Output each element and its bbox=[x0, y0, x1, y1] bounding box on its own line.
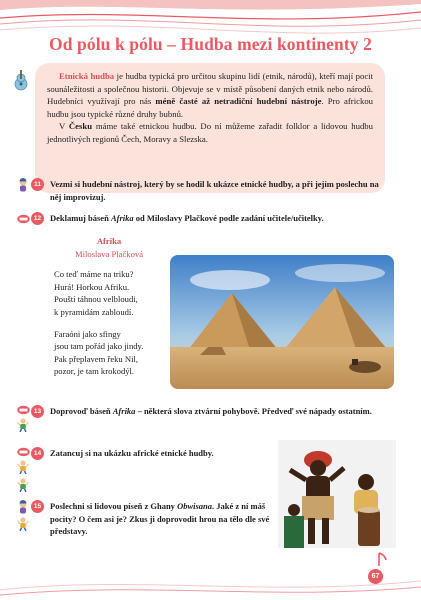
poem-title-ref: Afrika bbox=[110, 213, 134, 223]
song-title-ref: Obwisana bbox=[177, 501, 213, 511]
listening-child-icon bbox=[17, 178, 29, 192]
info-text-end: . Pro africkou hudbu jsou typické různé druhy bubnů. bbox=[47, 96, 374, 119]
mouth-icon bbox=[17, 447, 30, 457]
task-number-badge: 14 bbox=[31, 447, 44, 460]
task-number-badge: 11 bbox=[31, 178, 44, 191]
poem-line: k pyramidám zabloudí. bbox=[54, 306, 134, 317]
task-12-text bbox=[50, 212, 390, 225]
task-text: od Miloslavy Plačkové podle zadání učitele/učitelky. bbox=[133, 213, 324, 223]
pyramids-photo bbox=[170, 255, 394, 389]
listening-child-icon bbox=[17, 500, 29, 514]
task-text: . Jaké z ní máš pocity? O čem asi je? Zkus ji doprovodit hrou na tělo dle své představy. bbox=[50, 501, 270, 536]
dancing-child-icon bbox=[17, 517, 29, 531]
info-box-etnicka-hudba bbox=[35, 63, 385, 193]
page-number: 67 bbox=[368, 569, 383, 584]
dancing-child-icon bbox=[17, 460, 29, 474]
task-13-text bbox=[50, 405, 390, 418]
poem-line: Hurá! Horkou Afriku. bbox=[54, 281, 130, 292]
poem-line: Faraóni jako sfingy bbox=[54, 328, 121, 339]
info-paragraph-2 bbox=[47, 120, 373, 145]
poem-line: Co teď máme na triku? bbox=[54, 269, 134, 280]
african-dancers-photo bbox=[278, 440, 396, 548]
poem-author: Miloslava Plačková bbox=[74, 248, 144, 259]
poem-line: Pouští táhnou velbloudi, bbox=[54, 294, 138, 305]
dancing-child-icon bbox=[17, 418, 29, 432]
info-paragraph-1 bbox=[47, 70, 373, 120]
info-text: je hudba typická pro určitou skupinu lidí (etnik, národů), kteří mají pocit sounáležitosti a společnou historii. Objevuje se v místě působení daných etnik nebo národů. Hudebníci využívají pro nás bbox=[47, 71, 373, 107]
task-text: Poslechni si lidovou píseň z Ghany bbox=[50, 501, 178, 511]
task-text: Deklamuj báseň bbox=[50, 213, 111, 223]
bottom-wave-decoration bbox=[0, 545, 421, 600]
task-15-text bbox=[50, 500, 272, 538]
dancing-child-icon bbox=[17, 478, 29, 492]
task-11-text: Vezmi si hudební nástroj, který by se hodil k ukázce etnické hudby, a při jejím poslechu na něj improvizuj. bbox=[50, 179, 379, 202]
task-text: – některá slova ztvární pohybově. Předveď své nápady ostatním. bbox=[135, 406, 372, 416]
info-text: V bbox=[59, 121, 69, 132]
page-title: Od pólu k pólu – Hudba mezi kontinenty 2 bbox=[49, 34, 372, 54]
task-number-badge: 12 bbox=[31, 212, 44, 225]
guitar-icon bbox=[13, 70, 29, 92]
poem-title-ref: Afrika bbox=[112, 406, 136, 416]
poem-title: Afrika bbox=[96, 236, 122, 246]
poem-afrika bbox=[54, 235, 164, 387]
music-note-icon bbox=[374, 551, 388, 571]
task-number-badge: 15 bbox=[31, 500, 44, 513]
info-bold-cesko: Česku bbox=[68, 121, 93, 132]
mouth-icon bbox=[17, 405, 30, 415]
poem-line: Pak přeplavem řeku Nil, bbox=[54, 353, 139, 364]
keyword-etnicka-hudba: Etnická hudba bbox=[59, 71, 115, 81]
poem-line: jsou tam pořád jako jindy. bbox=[54, 341, 144, 352]
poem-line: pozor, je tam krokodýl. bbox=[54, 366, 135, 377]
info-bold-text: méně časté až netradiční hudební nástroje bbox=[155, 96, 322, 107]
task-text: Doprovoď báseň bbox=[50, 406, 113, 416]
poem-stanza-1 bbox=[54, 268, 164, 318]
task-number-badge: 13 bbox=[31, 405, 44, 418]
poem-stanza-2 bbox=[54, 328, 164, 378]
info-text: máme také etnickou hudbu. Do ní můžeme zařadit folklor a lidovou hudbu jednotlivých regionů Čech, Moravy a Slezska. bbox=[47, 121, 373, 144]
task-14-text: Zatancuj si na ukázku africké etnické hudby. bbox=[50, 448, 214, 458]
mouth-icon bbox=[17, 214, 30, 224]
